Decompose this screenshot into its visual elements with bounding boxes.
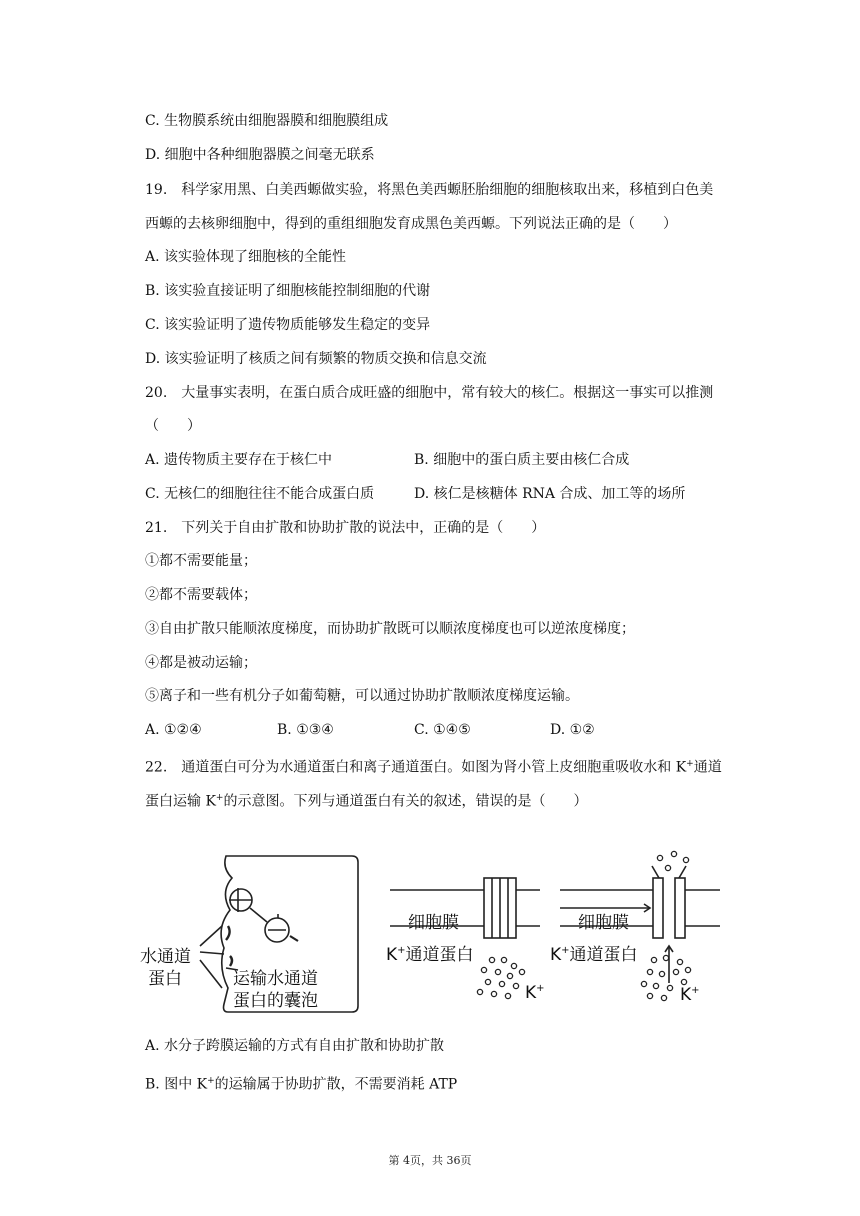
option-c-line: C. 生物膜系统由细胞器膜和细胞膜组成 <box>145 113 389 129</box>
membrane-label-2: 细胞膜 <box>578 913 629 933</box>
question-22-option-b: B. 图中 K+的运输属于协助扩散，不需要消耗 ATP <box>145 1076 458 1093</box>
question-19-option-a: A. 该实验体现了细胞核的全能性 <box>145 249 347 265</box>
water-channel-label-2: 蛋白 <box>148 969 182 989</box>
statement-3: ③自由扩散只能顺浓度梯度，而协助扩散既可以顺浓度梯度也可以逆浓度梯度； <box>145 621 635 637</box>
channel-protein-figure <box>140 848 740 1028</box>
k-ion-label-2: K+ <box>680 985 700 1005</box>
k-channel-label-2: K+通道蛋白 <box>550 945 638 965</box>
option-d-line: D. 细胞中各种细胞器膜之间毫无联系 <box>145 147 375 163</box>
question-19-stem-cont: 西螈的去核卵细胞中，得到的重组细胞发育成黑色美西螈。下列说法正确的是（ ） <box>145 216 677 232</box>
question-22-option-a: A. 水分子跨膜运输的方式有自由扩散和协助扩散 <box>145 1038 445 1054</box>
question-21-option-c: C. ①④⑤ <box>414 722 471 738</box>
question-20-option-d: D. 核仁是核糖体 RNA 合成、加工等的场所 <box>414 486 686 502</box>
question-19-option-c: C. 该实验证明了遗传物质能够发生稳定的变异 <box>145 317 431 333</box>
statement-2: ②都不需要载体； <box>145 587 257 603</box>
vesicle-label-2: 蛋白的囊泡 <box>233 991 318 1011</box>
question-21-option-d: D. ①② <box>550 722 595 738</box>
water-channel-label: 水通道 <box>140 947 191 967</box>
question-20-stem: 20. 大量事实表明，在蛋白质合成旺盛的细胞中，常有较大的核仁。根据这一事实可以推测 <box>145 385 714 401</box>
k-channel-label: K+通道蛋白 <box>386 945 474 965</box>
question-20-option-a: A. 遗传物质主要存在于核仁中 <box>145 452 333 468</box>
question-22-stem-cont: 蛋白运输 K+的示意图。下列与通道蛋白有关的叙述，错误的是（ ） <box>145 793 588 810</box>
statement-1: ①都不需要能量； <box>145 553 257 569</box>
question-20-option-c: C. 无核仁的细胞往往不能合成蛋白质 <box>145 486 375 502</box>
page-footer: 第 4页，共 36页 <box>388 1154 472 1167</box>
statement-5: ⑤离子和一些有机分子如葡萄糖，可以通过协助扩散顺浓度梯度运输。 <box>145 688 579 704</box>
k-ion-label: K+ <box>525 983 545 1003</box>
question-22-stem: 22. 通道蛋白可分为水通道蛋白和离子通道蛋白。如图为肾小管上皮细胞重吸收水和 K+通道 <box>145 759 722 776</box>
membrane-label: 细胞膜 <box>408 913 459 933</box>
question-19-option-d: D. 该实验证明了核质之间有频繁的物质交换和信息交流 <box>145 351 487 367</box>
question-20-option-b: B. 细胞中的蛋白质主要由核仁合成 <box>414 452 630 468</box>
statement-4: ④都是被动运输； <box>145 655 257 671</box>
question-21-option-a: A. ①②④ <box>145 722 202 738</box>
question-21-stem: 21. 下列关于自由扩散和协助扩散的说法中，正确的是（ ） <box>145 520 546 536</box>
question-20-bracket: （ ） <box>145 418 201 434</box>
question-21-option-b: B. ①③④ <box>277 722 334 738</box>
question-19-stem: 19. 科学家用黑、白美西螈做实验，将黑色美西螈胚胎细胞的细胞核取出来，移植到白色美 <box>145 182 714 198</box>
vesicle-label: 运输水通道 <box>233 969 318 989</box>
question-19-option-b: B. 该实验直接证明了细胞核能控制细胞的代谢 <box>145 283 431 299</box>
